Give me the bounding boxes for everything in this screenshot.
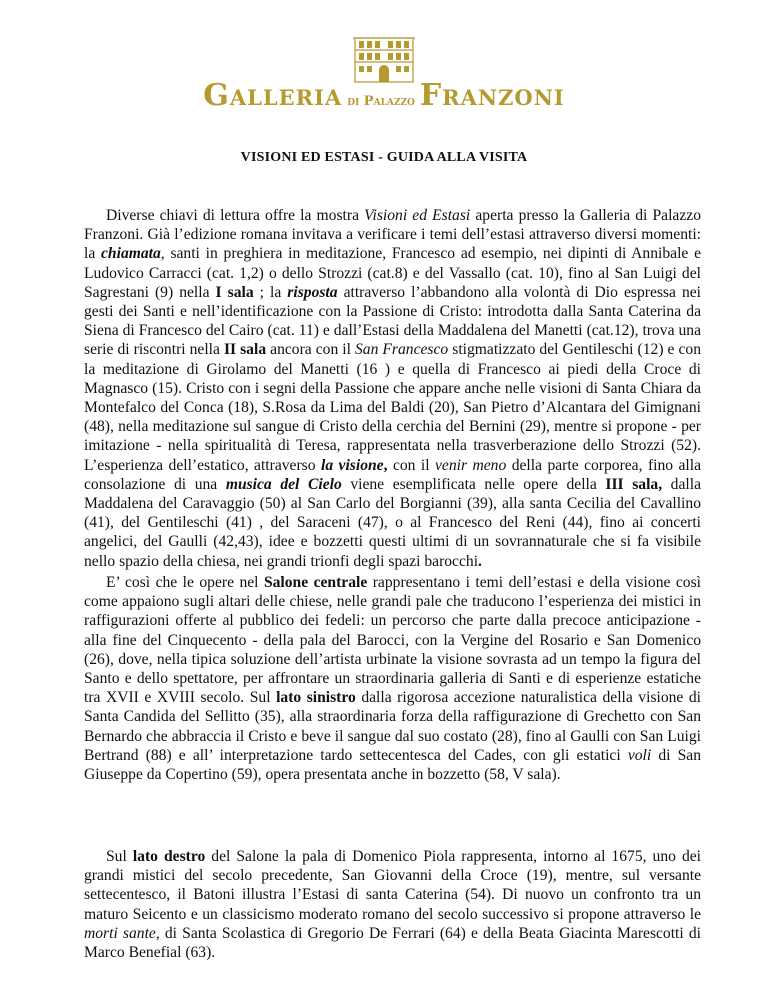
text-run: del Salone la pala di Domenico Piola rappresenta, intorno al 1675, uno dei grandi mistici del secolo precedente, San Giovanni della Croce (19), mentre, sul versante settecentesco, il Batoni illustra l’Estasi di santa Caterina (54). Di nuovo un confronto tra un maturo Seicento e un classicismo moderato romano del secolo successivo si propone attraverso le	[84, 848, 702, 923]
text-run: venir meno	[435, 456, 507, 474]
text-run: San Francesco	[354, 341, 449, 359]
gallery-brand-name	[0, 78, 768, 113]
body-paragraph-1	[84, 206, 701, 571]
text-run: dalla Maddalena del Caravaggio (50) al San Carlo del Borgianni (39), alla santa Cecilia del Cavallino (41), del Gentileschi (41) , del Saraceni (47), o al Francesco del Reni (44), fino ai concerti angelici, del Gaulli (42,43), idee e bozzetti questi ultimi di un sovrannaturale che si fa visibile nello spazio della chiesa, nei grandi trionfi degli spazi barocchi	[84, 475, 701, 570]
body-paragraph-3	[84, 847, 701, 962]
text-run: della parte corporea, fino alla consolazione di una	[84, 456, 702, 493]
text-run: ,	[383, 456, 388, 474]
text-run: I sala	[215, 283, 254, 301]
text-run: con il	[387, 456, 436, 474]
text-run: , santi in preghiera in meditazione, Francesco ad esempio, nei dipinti di Annibale e Ludovico Carracci (cat. 1,2) o dello Strozzi (cat.8) e del Vassallo (cat. 10), fino al San Luigi del Sagrestani (9) nella	[84, 245, 702, 301]
palazzo-facade-icon	[352, 34, 416, 84]
text-run: Visioni ed Estasi	[364, 207, 471, 224]
text-run: stigmatizzato del Gentileschi (12) e con la meditazione di Girolamo del Manetti (16 ) e quella di Francesco ai piedi della Croce di Magnasco (15). Cristo con i segni della Passione che appare anche nelle visioni di Santa Chiara da Montefalco del Conca (18), S.Rosa da Lima del Baldi (20), San Pietro d’Alcantara del Gimignani (48), nella meditazione sul sangue di Cristo della cerchia del Bernini (29), mentre si propone - per imitazione - nella spiritualità di Teresa, rappresentata nella trasverberazione dello Strozzi (52). L’esperienza dell’estatico, attraverso	[84, 341, 702, 474]
brand-galleria: Galleria	[203, 78, 343, 113]
text-run: III sala,	[605, 475, 663, 493]
text-run: lato sinistro	[276, 689, 356, 707]
text-run: II sala	[223, 341, 267, 359]
body-paragraph-2	[84, 573, 701, 784]
text-run: chiamata	[101, 245, 161, 263]
brand-di-palazzo: di Palazzo	[347, 94, 415, 109]
text-run: musica del Cielo	[225, 475, 342, 493]
page-title: VISIONI ED ESTASI - GUIDA ALLA VISITA	[240, 150, 528, 165]
text-run: rappresentano i temi dell’estasi e della visione così come appaiono sugli altari delle chiese, nelle grandi pale che traducono l’esperienza dei mistici in raffigurazioni offerte al pubblico dei fedeli: un percorso che parte dalla precoce anticipazione - alla fine del Cinquecento - della pala del Barocci, con la Vergine del Rosario e San Domenico (26), dove, nella tipica soluzione dell’artista urbinate la visione sovrasta ad un tempo la figura del Santo e dello spettatore, per affrontare un straordinaria galleria di Santi e di esperienze estatiche tra XVII e XVIII secolo. Sul	[84, 574, 701, 707]
text-run: attraverso l’abbandono alla volontà di Dio espressa nei gesti dei Santi e nell’identificazione con la Passione di Cristo: introdotta dalla Santa Caterina da Siena di Francesco del Cairo (cat. 11) e dall’Estasi della Maddalena del Manetti (cat.12), trova una serie di riscontri nella	[84, 283, 701, 359]
text-run: , di Santa Scolastica di Gregorio De Ferrari (64) e della Beata Giacinta Marescotti di Marco Benefial (63).	[84, 924, 701, 962]
text-run: dalla rigorosa accezione naturalistica della visione di Santa Candida del Sellitto (35), alla straordinaria forza della raffigurazione di Grechetto con San Bernardo che abbraccia il Cristo e beve il sangue dal suo costato (28), fino al Gaulli con San Luigi Bertrand (88) e all’ interpretazione tardo settecentesca del Cades, con gli estatici	[84, 689, 702, 764]
text-run: ancora con il	[266, 341, 355, 359]
text-run: Sul	[106, 848, 133, 865]
text-run: E’ così che le opere nel	[106, 574, 264, 591]
text-run: aperta presso la Galleria di Palazzo Franzoni. Già l’edizione romana invitava a verificare i temi dell’estasi attraverso diversi momenti: la	[84, 207, 701, 263]
text-run: la visione	[320, 456, 384, 474]
brand-franzoni: Franzoni	[419, 78, 565, 113]
paragraph-text	[84, 206, 701, 571]
text-run: ; la	[253, 283, 288, 301]
text-run: risposta	[287, 283, 338, 301]
paragraph-text	[84, 573, 701, 784]
text-run: Diverse chiavi di lettura offre la mostra	[106, 207, 365, 224]
text-run: lato destro	[132, 848, 206, 865]
text-run: viene esemplificata nelle opere della	[341, 475, 606, 493]
text-run: voli	[627, 746, 652, 764]
paragraph-text	[84, 847, 701, 962]
text-run: .	[478, 552, 482, 570]
text-run: morti sante	[84, 924, 156, 942]
text-run: di San Giuseppe da Copertino (59), opera presentata anche in bozzetto (58, V sala).	[84, 746, 701, 784]
text-run: Salone centrale	[263, 574, 368, 591]
